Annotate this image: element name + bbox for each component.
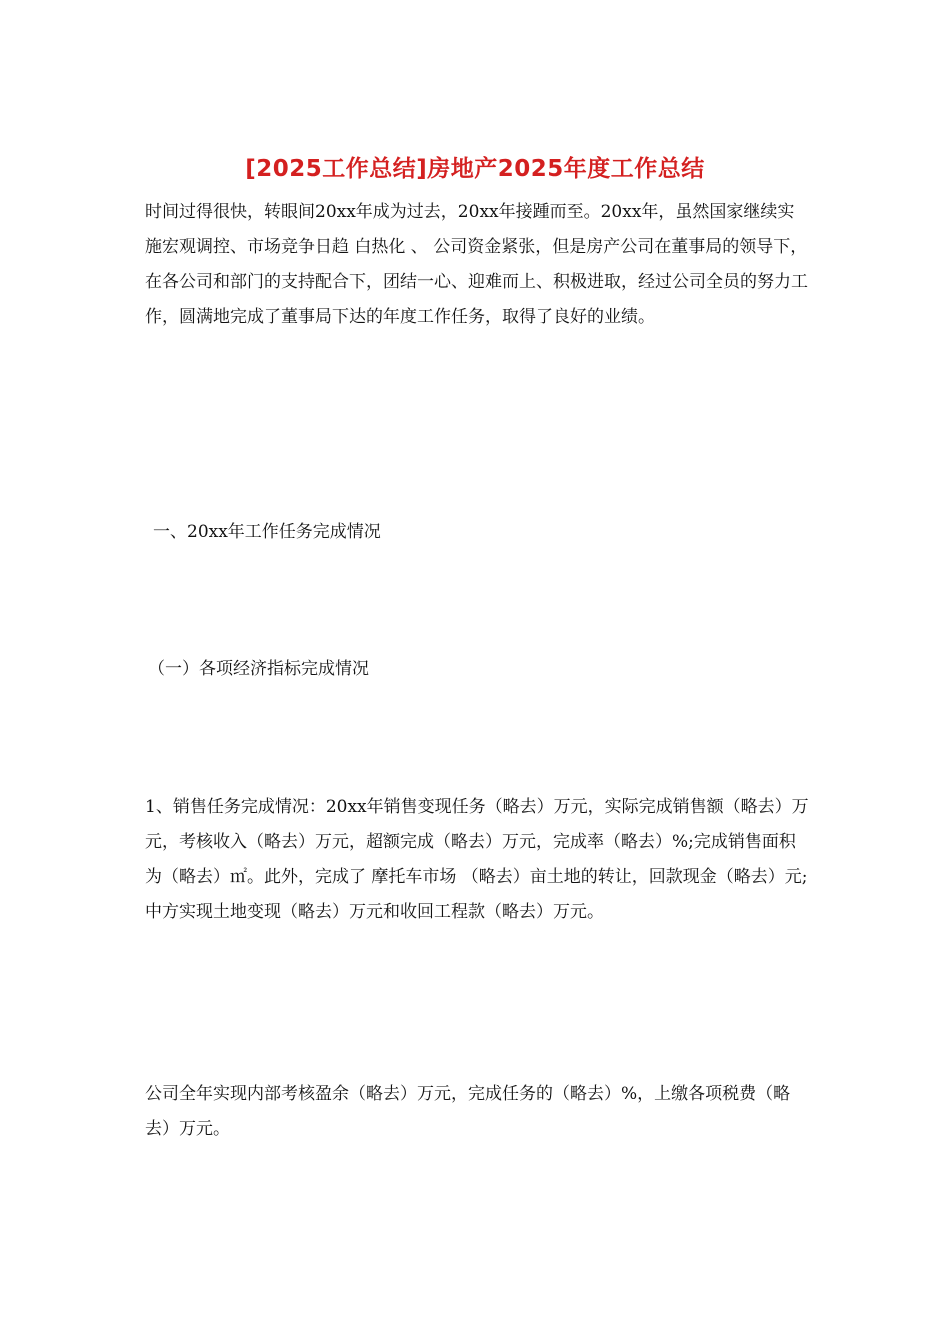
intro-paragraph: 时间过得很快，转眼间20xx年成为过去，20xx年接踵而至。20xx年，虽然国家继续实施宏观调控、市场竞争日趋 白热化 、 公司资金紧张，但是房产公司在董事局的领导下，在各公司和部门的支持配合下，团结一心、迎难而上、积极进取，经过公司全员的努力工作，圆满地完成了董事局下达的年度工作任务，取得了良好的业绩。 <box>145 202 808 327</box>
section-heading: 一、20xx年工作任务完成情况 <box>153 522 381 542</box>
document-title: [2025工作总结]房地产2025年度工作总结 <box>245 156 705 182</box>
subsection-heading: （一）各项经济指标完成情况 <box>148 659 369 679</box>
profit-paragraph: 公司全年实现内部考核盈余（略去）万元，完成任务的（略去）%，上缴各项税费（略去）万元。 <box>145 1084 791 1139</box>
sales-paragraph: 1、销售任务完成情况：20xx年销售变现任务（略去）万元，实际完成销售额（略去）万元，考核收入（略去）万元，超额完成（略去）万元，完成率（略去）%;完成销售面积为（略去）㎡。此外，完成了 摩托车市场 （略去）亩土地的转让，回款现金（略去）元;中方实现土地变现（略去）万元和收回工程款（略去）万元。 <box>145 797 809 922</box>
